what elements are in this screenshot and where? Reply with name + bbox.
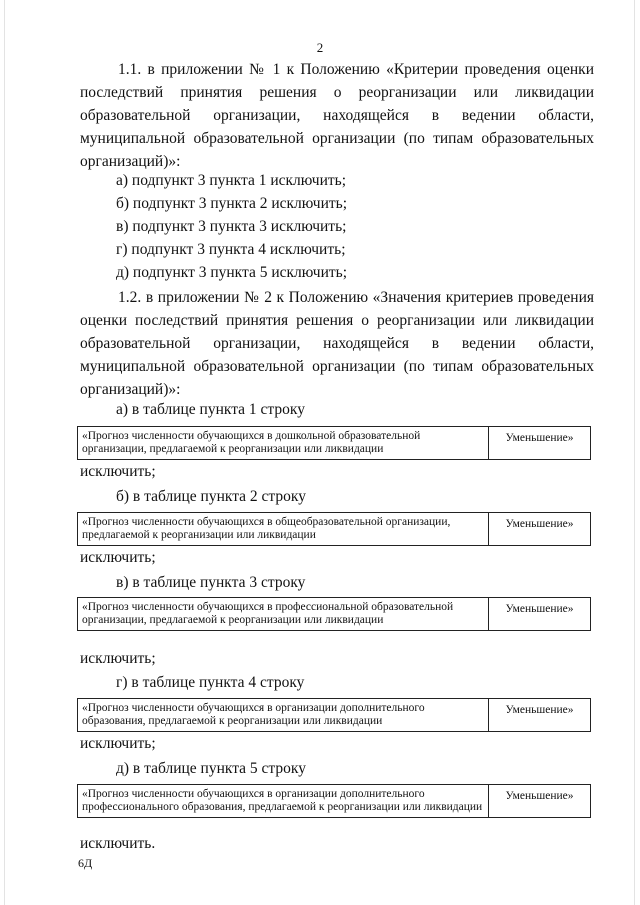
table-row	[77, 698, 591, 732]
table-cell-value: Уменьшение»	[505, 432, 574, 444]
table-cell-value: Уменьшение»	[505, 518, 574, 530]
table-cell-indicator: «Прогноз численности обучающихся в профессиональной образовательной организации, предлагаемой к реорганизации или ликвидации	[78, 598, 489, 630]
table-cell-indicator: «Прогноз численности обучающихся в дошкольной образовательной организации, предлагаемой к реорганизации или ликвидации	[78, 427, 489, 459]
footer-code: 6Д	[78, 856, 93, 870]
table-row	[77, 784, 591, 818]
table-row	[77, 597, 591, 631]
page-number: 2	[316, 40, 324, 55]
scan-edge-right	[634, 0, 635, 905]
paragraph-1-1: 1.1. в приложении № 1 к Положению «Критерии проведения оценки последствий принятия решения о реорганизации или ликвидации образовательной организации, находящейся в ведении области, муниципальной образовательной организации (по типам образовательных организаций)»:	[80, 61, 594, 170]
table-cell-indicator: «Прогноз численности обучающихся в общеобразовательной организации, предлагаемой к реорганизации или ликвидации	[78, 513, 489, 545]
list-item: г) подпункт 3 пункта 4 исключить;	[116, 241, 346, 258]
table-action: исключить;	[80, 549, 156, 566]
table-intro: д) в таблице пункта 5 строку	[116, 760, 306, 777]
paragraph-1-2: 1.2. в приложении № 2 к Положению «Значения критериев проведения оценки последствий принятия решения о реорганизации или ликвидации образовательной организации, находящейся в ведении области, муниципальной образовательной организации (по типам образовательных организаций)»:	[80, 289, 594, 398]
list-item: в) подпункт 3 пункта 3 исключить;	[116, 218, 347, 235]
table-row	[77, 512, 591, 546]
table-cell-indicator: «Прогноз численности обучающихся в организации дополнительного профессионального образования, предлагаемой к реорганизации или ликвидации	[78, 785, 489, 817]
table-intro: в) в таблице пункта 3 строку	[116, 574, 306, 591]
table-action: исключить;	[80, 463, 156, 480]
table-row	[77, 426, 591, 460]
table-action: исключить;	[80, 650, 156, 667]
table-cell-indicator: «Прогноз численности обучающихся в организации дополнительного образования, предлагаемой к реорганизации или ликвидации	[78, 699, 489, 731]
table-intro: г) в таблице пункта 4 строку	[116, 674, 305, 691]
table-intro: а) в таблице пункта 1 строку	[116, 401, 305, 418]
table-action: исключить;	[80, 735, 156, 752]
list-item: а) подпункт 3 пункта 1 исключить;	[116, 172, 347, 189]
table-action: исключить.	[80, 835, 156, 852]
list-item: д) подпункт 3 пункта 5 исключить;	[116, 264, 348, 281]
list-item: б) подпункт 3 пункта 2 исключить;	[116, 195, 348, 212]
table-cell-value: Уменьшение»	[505, 603, 574, 615]
table-intro: б) в таблице пункта 2 строку	[116, 488, 306, 505]
table-cell-value: Уменьшение»	[505, 790, 574, 802]
table-cell-value: Уменьшение»	[505, 704, 574, 716]
scan-edge-left	[4, 0, 5, 905]
